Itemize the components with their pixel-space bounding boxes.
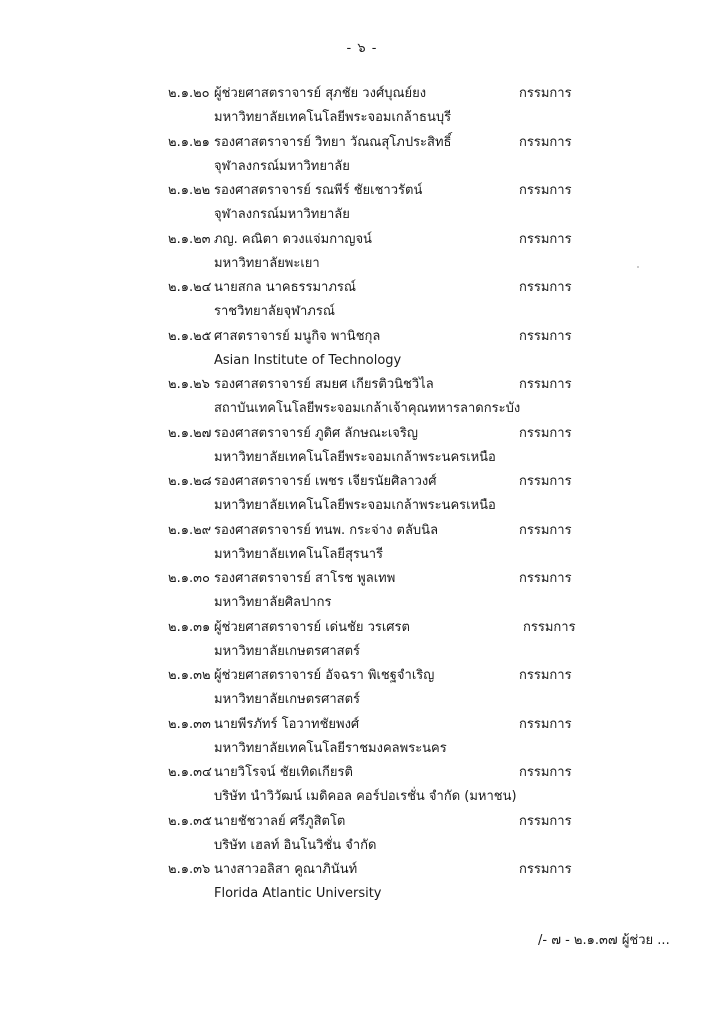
member-number: ๒.๑.๒๔ — [168, 280, 212, 295]
member-role: กรรมการ — [519, 862, 572, 877]
committee-member-entry — [168, 423, 688, 472]
committee-member-entry — [168, 568, 688, 617]
committee-member-entry — [168, 83, 688, 132]
member-name: ผู้ช่วยศาสตราจารย์ สุภชัย วงศ์บุณย์ยง — [214, 86, 427, 101]
member-role: กรรมการ — [519, 474, 572, 489]
member-organization: จุฬาลงกรณ์มหาวิทยาลัย — [214, 158, 350, 174]
member-number: ๒.๑.๒๕ — [168, 328, 212, 344]
member-organization: มหาวิทยาลัยเกษตรศาสตร์ — [214, 643, 361, 659]
committee-member-entry — [168, 471, 688, 520]
member-organization: มหาวิทยาลัยเกษตรศาสตร์ — [214, 692, 361, 707]
member-organization: มหาวิทยาลัยพะเยา — [214, 255, 320, 271]
member-name: รองศาสตราจารย์ ภูดิศ ลักษณะเจริญ — [214, 425, 418, 441]
member-number: ๒.๑.๒๙ — [168, 522, 212, 538]
member-number: ๒.๑.๓๖ — [168, 862, 211, 877]
member-organization: สถาบันเทคโนโลยีพระจอมเกล้าเจ้าคุณทหารลาดกระบัง — [214, 401, 521, 416]
member-role: กรรมการ — [519, 328, 572, 344]
member-role: กรรมการ — [519, 716, 572, 732]
member-role: กรรมการ — [519, 280, 572, 295]
member-role: กรรมการ — [519, 522, 572, 538]
committee-member-entry — [168, 520, 688, 569]
member-number: ๒.๑.๓๑ — [168, 619, 211, 635]
committee-member-entry — [168, 374, 688, 423]
member-name: นายพีรภัทร์ โอวาทชัยพงศ์ — [214, 716, 360, 732]
member-number: ๒.๑.๒๘ — [168, 474, 212, 489]
member-organization: มหาวิทยาลัยเทคโนโลยีราชมงคลพระนคร — [214, 740, 447, 756]
member-name: นางสาวอลิสา คูณาภินันท์ — [214, 862, 358, 877]
committee-member-list — [168, 83, 688, 908]
committee-member-entry — [168, 811, 688, 860]
member-organization: Florida Atlantic University — [214, 886, 382, 901]
member-role: กรรมการ — [519, 134, 572, 150]
member-organization: มหาวิทยาลัยศิลปากร — [214, 595, 332, 610]
member-name: รองศาสตราจารย์ สมยศ เกียรติวนิชวิไล — [214, 377, 434, 392]
member-name: นายชัชวาลย์ ศรีภูสิตโต — [214, 813, 346, 829]
member-number: ๒.๑.๓๒ — [168, 668, 211, 683]
committee-member-entry — [168, 326, 688, 375]
committee-member-entry — [168, 665, 688, 714]
member-number: ๒.๑.๒๗ — [168, 425, 212, 441]
member-organization: จุฬาลงกรณ์มหาวิทยาลัย — [214, 207, 350, 222]
committee-member-entry — [168, 180, 688, 229]
committee-member-entry — [168, 132, 688, 181]
scan-speck — [637, 266, 639, 268]
member-organization: บริษัท นำวิวัฒน์ เมดิคอล คอร์ปอเรชั่น จำกัด (มหาชน) — [214, 789, 517, 804]
member-name: รองศาสตราจารย์ รณพีร์ ชัยเชาวรัตน์ — [214, 183, 423, 198]
member-organization: มหาวิทยาลัยเทคโนโลยีพระจอมเกล้าธนบุรี — [214, 110, 452, 125]
member-name: รองศาสตราจารย์ เพชร เจียรนัยศิลาวงศ์ — [214, 474, 437, 489]
member-role: กรรมการ — [519, 668, 572, 683]
member-number: ๒.๑.๒๒ — [168, 183, 211, 198]
member-role: กรรมการ — [519, 377, 572, 392]
member-organization: มหาวิทยาลัยเทคโนโลยีสุรนารี — [214, 546, 384, 562]
member-number: ๒.๑.๓๓ — [168, 716, 211, 732]
member-organization: ราชวิทยาลัยจุฬาภรณ์ — [214, 304, 335, 319]
member-role: กรรมการ — [519, 86, 572, 101]
member-number: ๒.๑.๒๖ — [168, 377, 210, 392]
member-role: กรรมการ — [519, 765, 572, 780]
member-role: กรรมการ — [523, 619, 576, 635]
committee-member-entry — [168, 277, 688, 326]
committee-member-entry — [168, 229, 688, 278]
member-organization: Asian Institute of Technology — [214, 352, 402, 368]
member-number: ๒.๑.๒๓ — [168, 231, 211, 247]
member-name: ผู้ช่วยศาสตราจารย์ เด่นชัย วรเศรต — [214, 619, 410, 635]
page-number: - ๖ - — [346, 41, 378, 56]
member-organization: บริษัท เฮลท์ อินโนวิชั่น จำกัด — [214, 837, 377, 853]
member-number: ๒.๑.๓๐ — [168, 571, 210, 586]
member-name: รองศาสตราจารย์ สาโรช พูลเทพ — [214, 571, 396, 586]
committee-member-entry — [168, 617, 688, 666]
member-organization: มหาวิทยาลัยเทคโนโลยีพระจอมเกล้าพระนครเหนือ — [214, 498, 496, 513]
member-number: ๒.๑.๒๑ — [168, 134, 210, 150]
member-name: ศาสตราจารย์ มนูกิจ พานิชกุล — [214, 328, 381, 344]
committee-member-entry — [168, 714, 688, 763]
member-name: ผู้ช่วยศาสตราจารย์ อัจฉรา พิเชฐจำเริญ — [214, 668, 435, 683]
member-role: กรรมการ — [519, 183, 572, 198]
committee-member-entry — [168, 859, 688, 908]
committee-member-entry — [168, 762, 688, 811]
member-number: ๒.๑.๒๐ — [168, 86, 210, 101]
member-number: ๒.๑.๓๔ — [168, 765, 212, 780]
member-organization: มหาวิทยาลัยเทคโนโลยีพระจอมเกล้าพระนครเหนือ — [214, 449, 496, 465]
member-role: กรรมการ — [519, 571, 572, 586]
member-name: ภญ. คณิตา ดวงแจ่มกาญจน์ — [214, 231, 372, 247]
member-name: รองศาสตราจารย์ ทนพ. กระจ่าง ตลับนิล — [214, 522, 439, 538]
continuation-marker: /- ๗ - ๒.๑.๓๗ ผู้ช่วย ... — [538, 933, 670, 948]
member-name: นายวิโรจน์ ชัยเทิดเกียรติ — [214, 765, 353, 780]
member-number: ๒.๑.๓๕ — [168, 813, 212, 829]
member-name: นายสกล นาคธรรมาภรณ์ — [214, 280, 356, 295]
member-role: กรรมการ — [519, 813, 572, 829]
member-role: กรรมการ — [519, 425, 572, 441]
member-name: รองศาสตราจารย์ วิทยา วัณณสุโภประสิทธิ์ — [214, 134, 452, 150]
member-role: กรรมการ — [519, 231, 572, 247]
